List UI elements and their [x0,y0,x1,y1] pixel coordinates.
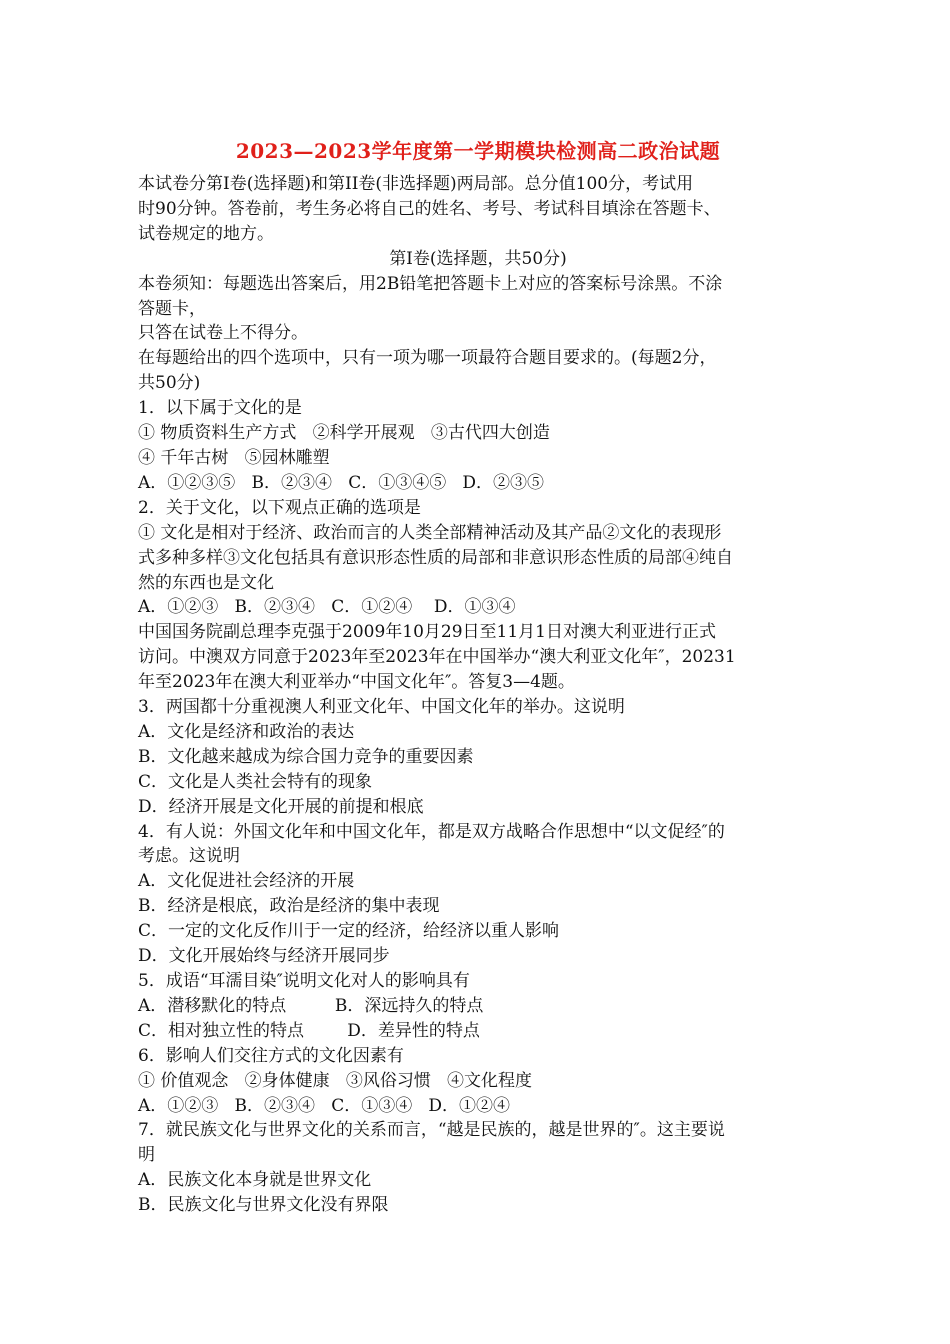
question-line: 3．两国都十分重视澳人利亚文化年、中国文化年的举办。这说明 [138,697,625,718]
notice-line: 共50分) [138,373,201,394]
section-title: 第I卷(选择题，共50分) [389,248,567,269]
question-line: A．①②③ B．②③④ C．①③④ D．①②④ [138,1095,511,1116]
question-line: 考虑。这说明 [138,846,240,867]
question-line: A．①②③⑤ B．②③④ C．①③④⑤ D．②③⑤ [138,472,545,493]
question-list [138,396,818,1218]
question-line: ① 物质资料生产方式 ②科学开展观 ③古代四大创造 [138,423,550,444]
question-line: D．经济开展是文化开展的前提和根底 [138,796,424,817]
question-line: ① 文化是相对于经济、政治而言的人类全部精神活动及其产品②文化的表现形 [138,522,722,543]
intro-line: 试卷规定的地方。 [138,223,274,244]
question-line: A．潜移默化的特点 B．深远持久的特点 [138,995,484,1016]
intro-line: 时90分钟。答卷前，考生务必将自己的姓名、考号、考试科目填涂在答题卡、 [138,198,721,219]
question-line: 1．以下属于文化的是 [138,398,302,419]
question-line: 式多种多样③文化包括具有意识形态性质的局部和非意识形态性质的局部④纯自 [138,547,733,568]
question-line: B．文化越来越成为综合国力竞争的重要因素 [138,746,474,767]
question-line: A．文化促进社会经济的开展 [138,871,355,892]
question-line: B．经济是根底，政治是经济的集中表现 [138,896,440,917]
question-line: C．相对独立性的特点 D．差异性的特点 [138,1020,480,1041]
document-title: 2023—2023学年度第一学期模块检测高二政治试题 [235,139,721,163]
question-line: 然的东西也是文化 [138,572,274,593]
question-line: D．文化开展始终与经济开展同步 [138,946,390,967]
intro-paragraph [138,172,818,247]
question-line: ④ 千年古树 ⑤园林雕塑 [138,447,330,468]
question-line: 4．有人说：外国文化年和中国文化年，都是双方战略合作思想中“以文促经″的 [138,821,725,842]
document-page [138,138,818,1218]
question-line: 7．就民族文化与世界文化的关系而言，“越是民族的，越是世界的″。这主要说 [138,1120,725,1141]
question-line: 明 [138,1145,155,1166]
question-line: 年至2023年在澳大利亚举办“中国文化年″。答复3—4题。 [138,672,575,693]
notice-line: 本卷须知：每题选出答案后，用2B铅笔把答题卡上对应的答案标号涂黑。不涂 [138,273,723,294]
question-line: A．文化是经济和政治的表达 [138,721,355,742]
question-line: 访问。中澳双方同意于2023年至2023年在中国举办“澳大利亚文化年″，20231 [138,647,736,668]
intro-line: 本试卷分第I卷(选择题)和第II卷(非选择题)两局部。总分值100分，考试用 [138,174,694,194]
question-line: C．文化是人类社会特有的现象 [138,771,373,792]
question-line: A．民族文化本身就是世界文化 [138,1170,372,1191]
question-line: A．①②③ B．②③④ C．①②④ D．①③④ [138,597,516,618]
notice-line: 在每题给出的四个选项中，只有一项为哪一项最符合题目要求的。(每题2分， [138,348,717,369]
question-line: 5．成语“耳濡目染″说明文化对人的影响具有 [138,971,470,991]
notice-paragraph [138,272,818,397]
question-line: ① 价值观念 ②身体健康 ③风俗习惯 ④文化程度 [138,1070,533,1091]
question-line: B．民族文化与世界文化没有界限 [138,1195,389,1216]
question-line: 中国国务院副总理李克强于2009年10月29日至11月1日对澳大利亚进行正式 [138,622,716,643]
question-line: 6．影响人们交往方式的文化因素有 [138,1045,404,1066]
notice-line: 只答在试卷上不得分。 [138,323,308,344]
notice-line: 答题卡， [138,298,206,319]
question-line: 2．关于文化，以下观点正确的选项是 [138,497,421,518]
question-line: C．一定的文化反作川于一定的经济，给经济以重人影响 [138,921,560,942]
